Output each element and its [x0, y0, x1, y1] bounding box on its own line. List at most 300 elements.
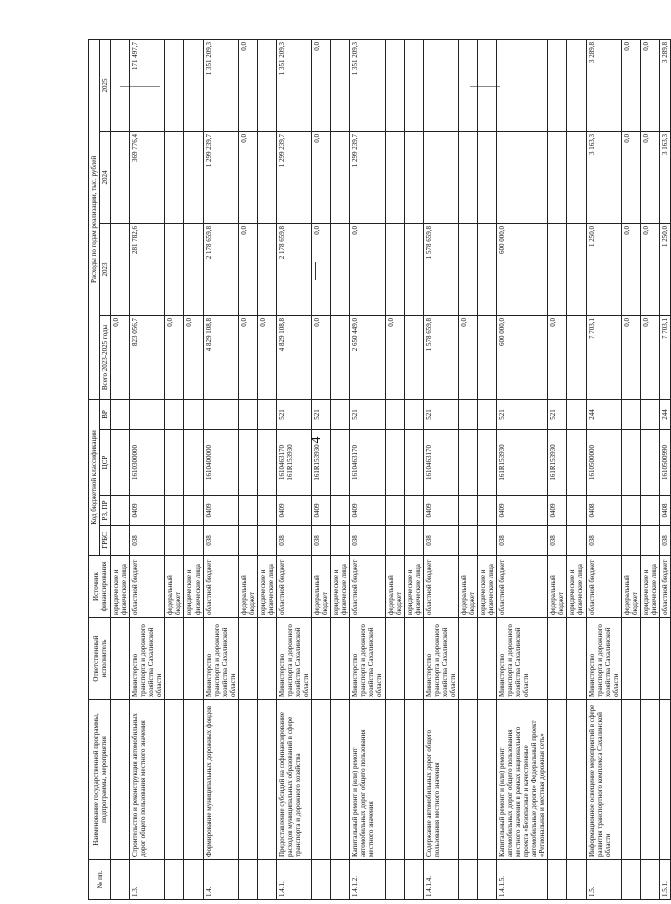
cell-no: 1.4.1.5. [497, 860, 548, 900]
cell-no: 1.4.1.4. [423, 860, 458, 900]
cell-csr [477, 430, 496, 496]
table-row [203, 39, 238, 899]
cell-no: 1.3. [130, 860, 165, 900]
cell-y2025 [331, 39, 350, 131]
cell-source: юридические и физические лица [257, 556, 276, 618]
table-row [130, 39, 165, 899]
cell-vr: 521 [350, 399, 385, 429]
cell-y2023 [404, 223, 423, 315]
cell-total: 0,0 [385, 315, 404, 399]
cell-vr [203, 399, 238, 429]
cell-total: 0,0 [184, 315, 203, 399]
cell-csr: 161R153930 [497, 430, 548, 496]
cell-total: 0,0 [238, 315, 257, 399]
cell-rzpr [404, 496, 423, 526]
cell-vr [567, 399, 586, 429]
cell-y2024 [331, 131, 350, 223]
header-vr: ВР [100, 399, 111, 429]
cell-no [567, 860, 586, 900]
cell-y2023 [548, 223, 567, 315]
cell-vr: 521 [423, 399, 458, 429]
header-grbs: ГРБС [100, 526, 111, 556]
cell-y2023 [458, 223, 477, 315]
cell-y2023: 281 782,6 [130, 223, 165, 315]
cell-total: 0,0 [312, 315, 331, 399]
cell-csr: 1610463170 161R153930 [276, 430, 311, 496]
cell-vr: 521 [548, 399, 567, 429]
header-2024: 2024 [100, 131, 111, 223]
cell-y2023 [331, 223, 350, 315]
budget-table [88, 39, 671, 900]
cell-executor [385, 618, 404, 700]
cell-rzpr: 0408 [659, 496, 670, 526]
header-no: № пп. [89, 860, 111, 900]
cell-grbs: 038 [276, 526, 311, 556]
cell-name [548, 700, 567, 860]
cell-y2024: 369 776,4 [130, 131, 165, 223]
cell-executor [477, 618, 496, 700]
cell-source: областной бюджет [350, 556, 385, 618]
cell-y2024 [477, 131, 496, 223]
cell-y2025 [404, 39, 423, 131]
cell-csr [238, 430, 257, 496]
header-expenses: Расходы по годам реализации, тыс. рублей [89, 39, 100, 399]
cell-y2024: 1 299 239,7 [350, 131, 385, 223]
cell-no [548, 860, 567, 900]
cell-y2023 [257, 223, 276, 315]
cell-no: 1.4.1. [276, 860, 311, 900]
cell-grbs [404, 526, 423, 556]
cell-total: 823 056,7 [130, 315, 165, 399]
cell-grbs [385, 526, 404, 556]
header-2023: 2023 [100, 223, 111, 315]
cell-executor [548, 618, 567, 700]
cell-rzpr: 0409 [312, 496, 331, 526]
cell-vr [184, 399, 203, 429]
cell-source: юридические и физические лица [640, 556, 659, 618]
cell-y2024 [165, 131, 184, 223]
table-row [165, 39, 184, 899]
cell-y2025 [477, 39, 496, 131]
cell-grbs: 038 [203, 526, 238, 556]
cell-total: 1 578 659,8 [423, 315, 458, 399]
cell-y2023: 0,0 [640, 223, 659, 315]
cell-y2024: 0,0 [312, 131, 331, 223]
cell-y2025 [385, 39, 404, 131]
cell-y2024: 1 299 239,7 [276, 131, 311, 223]
header-name: Наименование государственной программы, подпрограммы, мероприятия [89, 700, 111, 860]
cell-grbs [165, 526, 184, 556]
cell-vr: 521 [497, 399, 548, 429]
cell-y2025 [458, 39, 477, 131]
cell-executor [165, 618, 184, 700]
cell-y2025 [548, 39, 567, 131]
table-row [184, 39, 203, 899]
table-row [567, 39, 586, 899]
cell-no [385, 860, 404, 900]
cell-total: 600 000,0 [497, 315, 548, 399]
cell-source: областной бюджет [130, 556, 165, 618]
cell-grbs [184, 526, 203, 556]
cell-executor [621, 618, 640, 700]
cell-source: федеральный бюджет [548, 556, 567, 618]
cell-y2025 [423, 39, 458, 131]
header-csr: ЦСР [100, 430, 111, 496]
cell-no [165, 860, 184, 900]
cell-y2023 [165, 223, 184, 315]
cell-y2023 [111, 223, 130, 315]
cell-y2023 [385, 223, 404, 315]
cell-name: Строительство и реконструкция автомобильных дорог общего пользования местного значения [130, 700, 165, 860]
cell-grbs [331, 526, 350, 556]
cell-name [184, 700, 203, 860]
cell-executor: Министерство транспорта и дорожного хозяйства Сахалинской области [586, 618, 621, 700]
cell-y2023: 2 178 659,8 [203, 223, 238, 315]
cell-no [621, 860, 640, 900]
cell-no [458, 860, 477, 900]
cell-rzpr: 0409 [203, 496, 238, 526]
cell-total: 0,0 [257, 315, 276, 399]
cell-grbs [640, 526, 659, 556]
cell-rzpr [111, 496, 130, 526]
cell-grbs [567, 526, 586, 556]
cell-no: 1.4.1.2. [350, 860, 385, 900]
cell-csr [404, 430, 423, 496]
cell-vr [238, 399, 257, 429]
cell-total: 7 703,1 [659, 315, 670, 399]
cell-name [111, 700, 130, 860]
table-row [257, 39, 276, 899]
cell-total: 0,0 [621, 315, 640, 399]
cell-y2024 [497, 131, 548, 223]
cell-csr [111, 430, 130, 496]
header-budget-code: Код бюджетной классификации [89, 399, 100, 555]
cell-source: федеральный бюджет [458, 556, 477, 618]
cell-rzpr [567, 496, 586, 526]
cell-no [404, 860, 423, 900]
cell-rzpr [640, 496, 659, 526]
cell-total: 4 829 108,8 [203, 315, 238, 399]
cell-csr: 1610463170 [423, 430, 458, 496]
cell-y2025 [567, 39, 586, 131]
cell-y2024: 0,0 [640, 131, 659, 223]
cell-csr: 1610500000 [586, 430, 621, 496]
cell-name [458, 700, 477, 860]
cell-rzpr [257, 496, 276, 526]
cell-source: юридические и физические лица [567, 556, 586, 618]
cell-y2025 [497, 39, 548, 131]
cell-grbs [111, 526, 130, 556]
table-row [350, 39, 385, 899]
table-row [497, 39, 548, 899]
cell-total: 7 703,1 [586, 315, 621, 399]
cell-executor [184, 618, 203, 700]
cell-no [111, 860, 130, 900]
cell-source: юридические и физические лица [184, 556, 203, 618]
cell-y2023 [184, 223, 203, 315]
cell-executor: Министерство транспорта и дорожного хозяйства Сахалинской области [276, 618, 311, 700]
cell-total [567, 315, 586, 399]
cell-vr [257, 399, 276, 429]
header-2025: 2025 [100, 39, 111, 131]
page-number: 4 [309, 436, 324, 444]
cell-executor [458, 618, 477, 700]
cell-executor [659, 618, 670, 700]
cell-csr [621, 430, 640, 496]
cell-executor [312, 618, 331, 700]
cell-grbs [257, 526, 276, 556]
cell-name: Капитальный ремонт и (или) ремонт автомобильных дорог общего пользования местного значения в рамках национального проекта «Безопасные и качественные автомобильные дороги» Федеральный проект «Региональная и местная дорожная сеть» [497, 700, 548, 860]
cell-y2024 [111, 131, 130, 223]
cell-grbs: 038 [586, 526, 621, 556]
cell-executor [111, 618, 130, 700]
cell-rzpr: 0409 [276, 496, 311, 526]
cell-name [621, 700, 640, 860]
rotated-table-wrapper [88, 40, 669, 900]
cell-y2023: 2 178 659,8 [276, 223, 311, 315]
cell-y2025: 0,0 [238, 39, 257, 131]
cell-source: областной бюджет [203, 556, 238, 618]
cell-name [331, 700, 350, 860]
cell-rzpr: 0409 [423, 496, 458, 526]
cell-y2024: 0,0 [238, 131, 257, 223]
cell-rzpr: 0409 [350, 496, 385, 526]
table-row [548, 39, 567, 899]
cell-no [184, 860, 203, 900]
cell-total: 0,0 [165, 315, 184, 399]
cell-name [257, 700, 276, 860]
cell-y2024 [548, 131, 567, 223]
cell-name [238, 700, 257, 860]
cell-y2025: 1 351 209,3 [350, 39, 385, 131]
cell-y2024: 0,0 [621, 131, 640, 223]
cell-name [567, 700, 586, 860]
cell-name [165, 700, 184, 860]
cell-y2024 [257, 131, 276, 223]
cell-source: юридические и физические лица [331, 556, 350, 618]
cell-y2023: 0,0 [621, 223, 640, 315]
cell-total: 0,0 [548, 315, 567, 399]
table-row [458, 39, 477, 899]
header-executor: Ответственный исполнитель [89, 618, 111, 700]
cell-y2025: 0,0 [312, 39, 331, 131]
cell-grbs: 038 [659, 526, 670, 556]
cell-y2023: 0,0 [312, 223, 331, 315]
cell-no: 1.5. [586, 860, 621, 900]
cell-y2023 [477, 223, 496, 315]
cell-y2023: 600 000,0 [497, 223, 548, 315]
cell-source: юридические и физические лица [111, 556, 130, 618]
cell-rzpr [184, 496, 203, 526]
cell-no: 1.5.1. [659, 860, 670, 900]
cell-total: 4 829 108,8 [276, 315, 311, 399]
cell-source: федеральный бюджет [312, 556, 331, 618]
cell-grbs [477, 526, 496, 556]
cell-y2023 [567, 223, 586, 315]
cell-source: юридические и физические лица [404, 556, 423, 618]
cell-y2024 [423, 131, 458, 223]
cell-total [331, 315, 350, 399]
cell-executor [238, 618, 257, 700]
table-row [586, 39, 621, 899]
cell-y2025 [165, 39, 184, 131]
cell-executor: Министерство транспорта и дорожного хозяйства Сахалинской области [203, 618, 238, 700]
table-row [659, 39, 670, 899]
cell-y2025 [111, 39, 130, 131]
cell-y2024: 3 163,3 [659, 131, 670, 223]
cell-source: федеральный бюджет [385, 556, 404, 618]
cell-total [404, 315, 423, 399]
cell-vr: 244 [659, 399, 670, 429]
cell-y2025: 0,0 [621, 39, 640, 131]
cell-y2024 [385, 131, 404, 223]
cell-csr [257, 430, 276, 496]
cell-vr [640, 399, 659, 429]
cell-csr [458, 430, 477, 496]
cell-vr [111, 399, 130, 429]
cell-csr [640, 430, 659, 496]
cell-no [257, 860, 276, 900]
cell-no [331, 860, 350, 900]
cell-y2025: 3 289,8 [659, 39, 670, 131]
cell-y2024: 3 163,3 [586, 131, 621, 223]
table-body [111, 39, 671, 899]
table-row [423, 39, 458, 899]
cell-source: юридические и физические лица [477, 556, 496, 618]
cell-source: областной бюджет [423, 556, 458, 618]
cell-grbs: 038 [423, 526, 458, 556]
table-header [89, 39, 111, 899]
cell-rzpr: 0409 [130, 496, 165, 526]
cell-csr [385, 430, 404, 496]
cell-no [477, 860, 496, 900]
cell-y2025 [257, 39, 276, 131]
cell-vr [458, 399, 477, 429]
cell-rzpr [165, 496, 184, 526]
cell-no [238, 860, 257, 900]
cell-grbs [458, 526, 477, 556]
cell-grbs: 038 [350, 526, 385, 556]
cell-name [404, 700, 423, 860]
cell-rzpr [621, 496, 640, 526]
cell-name: Содержание автомобильных дорог общего пользования местного значения [423, 700, 458, 860]
cell-vr: 521 [312, 399, 331, 429]
cell-source: областной бюджет [586, 556, 621, 618]
cell-total: 0,0 [640, 315, 659, 399]
cell-csr: 1610500990 [659, 430, 670, 496]
cell-total: 0,0 [458, 315, 477, 399]
table-row [404, 39, 423, 899]
cell-y2023: 1 578 659,8 [423, 223, 458, 315]
cell-name: Предоставление субсидий на софинансирование расходов муниципальных образований в сфере транспорта и дорожного хозяйства [276, 700, 311, 860]
cell-source: федеральный бюджет [238, 556, 257, 618]
cell-y2025: 171 497,7 [130, 39, 165, 131]
cell-name [385, 700, 404, 860]
cell-name [640, 700, 659, 860]
cell-rzpr [238, 496, 257, 526]
cell-y2023: 1 250,0 [659, 223, 670, 315]
table-row [111, 39, 130, 899]
cell-rzpr [385, 496, 404, 526]
cell-total [477, 315, 496, 399]
cell-csr: 161R153930 [312, 430, 331, 496]
cell-executor: Министерство транспорта и дорожного хозяйства Сахалинской области [497, 618, 548, 700]
cell-executor [404, 618, 423, 700]
table-row [312, 39, 331, 899]
table-row [238, 39, 257, 899]
cell-rzpr: 0409 [548, 496, 567, 526]
cell-y2024 [567, 131, 586, 223]
cell-y2025: 1 351 209,3 [203, 39, 238, 131]
cell-y2024 [458, 131, 477, 223]
cell-name [659, 700, 670, 860]
cell-source: федеральный бюджет [165, 556, 184, 618]
cell-grbs: 038 [130, 526, 165, 556]
cell-source: областной бюджет [497, 556, 548, 618]
cell-y2025 [184, 39, 203, 131]
cell-total: 2 650 449,0 [350, 315, 385, 399]
cell-rzpr [458, 496, 477, 526]
cell-executor [567, 618, 586, 700]
cell-grbs [621, 526, 640, 556]
cell-executor [257, 618, 276, 700]
cell-rzpr: 0409 [497, 496, 548, 526]
cell-vr [404, 399, 423, 429]
cell-grbs: 038 [312, 526, 331, 556]
cell-csr [165, 430, 184, 496]
cell-vr [621, 399, 640, 429]
cell-y2023: 0,0 [238, 223, 257, 315]
cell-total: 0,0 [111, 315, 130, 399]
cell-vr [385, 399, 404, 429]
cell-no [312, 860, 331, 900]
cell-grbs [238, 526, 257, 556]
cell-vr [130, 399, 165, 429]
cell-csr: 1610463170 [350, 430, 385, 496]
cell-csr: 1610300000 [130, 430, 165, 496]
cell-executor: Министерство транспорта и дорожного хозяйства Сахалинской области [130, 618, 165, 700]
cell-executor [640, 618, 659, 700]
cell-y2024 [404, 131, 423, 223]
cell-executor: Министерство транспорта и дорожного хозяйства Сахалинской области [350, 618, 385, 700]
cell-name [312, 700, 331, 860]
cell-name: Формирование муниципальных дорожных фондов [203, 700, 238, 860]
cell-y2023: 0,0 [350, 223, 385, 315]
cell-vr [165, 399, 184, 429]
table-row [640, 39, 659, 899]
cell-csr: 161R153930 [548, 430, 567, 496]
cell-executor: Министерство транспорта и дорожного хозяйства Сахалинской области [423, 618, 458, 700]
header-source: Источник финансирования [89, 556, 111, 618]
cell-y2023: 1 250,0 [586, 223, 621, 315]
cell-y2025: 3 289,8 [586, 39, 621, 131]
cell-name: Информационное освещение мероприятий в сфере развития транспортного комплекса Сахалинской области [586, 700, 621, 860]
header-total: Всего 2023-2025 годы [100, 315, 111, 399]
cell-csr [567, 430, 586, 496]
cell-source: областной бюджет [659, 556, 670, 618]
cell-csr: 1610400000 [203, 430, 238, 496]
cell-grbs: 038 [548, 526, 567, 556]
cell-source: федеральный бюджет [621, 556, 640, 618]
cell-y2025: 1 351 209,3 [276, 39, 311, 131]
table-row [621, 39, 640, 899]
table-row [477, 39, 496, 899]
cell-y2024: 1 299 239,7 [203, 131, 238, 223]
cell-rzpr: 0408 [586, 496, 621, 526]
cell-executor [331, 618, 350, 700]
cell-no: 1.4. [203, 860, 238, 900]
cell-name [477, 700, 496, 860]
